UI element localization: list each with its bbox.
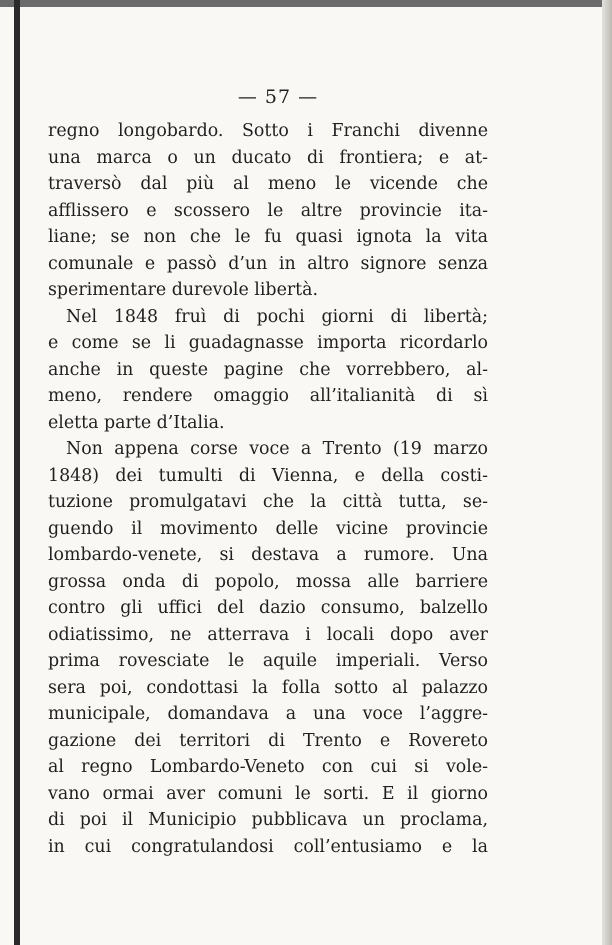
text-line: eletta parte d’Italia.	[48, 412, 225, 433]
text-line: prima rovesciate le aquile imperiali. Verso	[48, 651, 488, 671]
text-line: 1848) dei tumulti di Vienna, e della costi-	[48, 465, 488, 486]
text-line: comunale e passò d’un in altro signore senza	[48, 253, 488, 274]
text-line: traversò dal più al meno le vicende che	[48, 174, 488, 194]
text-line: regno longobardo. Sotto i Franchi divenne	[48, 121, 488, 141]
text-line: sera poi, condottasi la folla sotto al palazzo	[48, 677, 488, 698]
page-top-edge	[0, 0, 612, 7]
text-line: grossa onda di popolo, mossa alle barriere	[48, 571, 488, 592]
text-line: in cui congratulandosi coll’entusiamo e la	[48, 836, 488, 857]
text-line: anche in queste pagine che vorrebbero, al-	[48, 359, 488, 380]
text-line: di poi il Municipio pubblicava un proclama,	[48, 810, 488, 830]
text-line: e come se li guadagnasse importa ricordarlo	[48, 333, 488, 353]
text-line: gazione dei territori di Trento e Rovereto	[48, 730, 488, 751]
text-line: una marca o un ducato di frontiera; e at-	[48, 147, 488, 168]
text-line: vano ormai aver comuni le sorti. E il giorno	[48, 783, 488, 804]
text-line: lombardo-venete, si destava a rumore. Una	[48, 545, 488, 565]
binding-gutter	[14, 0, 20, 945]
page-number: — 57 —	[237, 86, 319, 108]
text-line: odiatissimo, ne atterrava i locali dopo aver	[48, 624, 488, 645]
text-line: sperimentare durevole libertà.	[48, 280, 319, 300]
text-line: contro gli uffici del dazio consumo, balzello	[48, 598, 488, 618]
text-line: Non appena corse voce a Trento (19 marzo	[66, 439, 488, 459]
text-line: guendo il movimento delle vicine provincie	[48, 518, 488, 539]
text-line: tuzione promulgatavi che la città tutta, se-	[48, 492, 488, 512]
text-line: al regno Lombardo-Veneto con cui si vole-	[48, 757, 488, 777]
text-line: municipale, domandava a una voce l’aggre-	[48, 704, 488, 724]
text-line: Nel 1848 fruì di pochi giorni di libertà;	[66, 306, 488, 327]
text-line: meno, rendere omaggio all’italianità di sì	[48, 386, 488, 406]
page-right-edge	[602, 0, 612, 945]
text-body	[48, 118, 488, 860]
text-line: afflissero e scossero le altre provincie ita-	[48, 200, 488, 221]
text-line: liane; se non che le fu quasi ignota la vita	[48, 227, 488, 247]
